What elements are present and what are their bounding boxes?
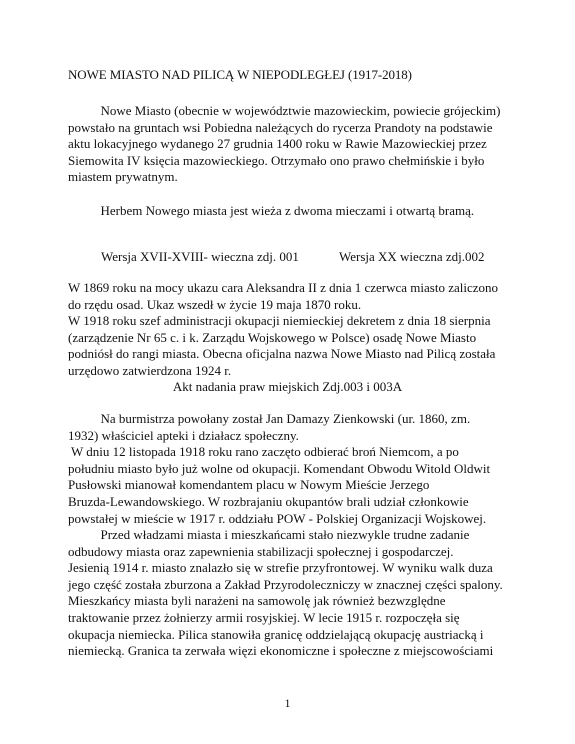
text-line: Jesienią 1914 r. miasto znalazło się w strefie przyfrontowej. W wyniku walk duza xyxy=(68,560,493,576)
text-line: W 1869 roku na mocy ukazu cara Aleksandra II z dnia 1 czerwca miasto zaliczono xyxy=(68,280,499,295)
paragraph-history xyxy=(68,103,508,186)
text-line: urzędowo zatwierdzona 1924 r. xyxy=(68,362,232,378)
text-line: okupacja niemiecka. Pilica stanowiła granicę oddzielającą okupację austriacką i xyxy=(68,626,484,642)
text-line: Siemowita IV księcia mazowieckiego. Otrzymało ono prawo chełmińskie i było xyxy=(68,152,485,168)
text-line: miastem prywatnym. xyxy=(68,169,178,185)
text-line: traktowanie przez żołnierzy armii rosyjskiej. W lecie 1915 r. rozpoczęła się xyxy=(68,609,460,625)
section-subheading: Akt nadania praw miejskich Zdj.003 i 003A xyxy=(172,379,403,394)
text-line: W dniu 12 listopada 1918 roku rano zaczęto odbierać broń Niemcom, a po xyxy=(68,444,459,460)
text-line: podniósł do rangi miasta. Obecna oficjalna nazwa Nowe Miasto nad Pilicą została xyxy=(68,346,496,362)
paragraph-coat-of-arms xyxy=(68,203,508,220)
text-line: południu miasto było już wolne od okupacji. Komendant Obwodu Witold Oldwit xyxy=(68,460,491,476)
text-line: Na burmistrza powołany został Jan Damazy Zienkowski (ur. 1860, zm. xyxy=(68,411,471,426)
page-number: 1 xyxy=(284,696,291,710)
paragraph-town-status xyxy=(68,280,508,380)
document-title: NOWE MIASTO NAD PILICĄ W NIEPODLEGŁEJ (1917-2018) xyxy=(68,67,412,82)
text-line: W 1918 roku szef administracji okupacji niemieckiej dekretem z dnia 18 sierpnia xyxy=(68,313,491,329)
paragraph-reconstruction xyxy=(68,527,508,660)
text-line: Mieszkańcy miasta byli narażeni na samowolę jak również bezwzględne xyxy=(68,593,446,609)
text-line: (zarządzenie Nr 65 c. i k. Zarządu Wojskowego w Polsce) osadę Nowe Miasto xyxy=(68,329,477,345)
text-line: Bruzda-Lewandowskiego. W rozbrajaniu okupantów brali udział członkowie xyxy=(68,493,469,509)
text-line: do rzędu osad. Ukaz wszedł w życie 19 maja 1870 roku. xyxy=(68,296,362,312)
text-line: 1932) właściciel apteki i działacz społeczny. xyxy=(68,427,299,443)
caption-right: Wersja XX wieczna zdj.002 xyxy=(339,249,485,264)
text-line: Przed władzami miasta i mieszkańcami stało niezwykle trudne zadanie xyxy=(68,527,470,542)
text-line: aktu lokacyjnego wydanego 27 grudnia 1400 roku w Rawie Mazowieckiej przez xyxy=(68,136,487,152)
text-line: powstało na gruntach wsi Pobiedna należących do rycerza Prandoty na podstawie xyxy=(68,119,493,135)
text-line: Nowe Miasto (obecnie w województwie mazowieckim, powiecie grójeckim) xyxy=(68,103,501,118)
text-line: odbudowy miasta oraz zapewnienia stabilizacji społecznej i gospodarczej. xyxy=(68,543,454,559)
text-line: Herbem Nowego miasta jest wieża z dwoma mieczami i otwartą bramą. xyxy=(68,203,475,218)
text-line: niemiecką. Granica ta zerwała więzi ekonomiczne i społeczne z miejscowościami xyxy=(68,643,494,659)
text-line: jego część została zburzona a Zakład Przyrodoleczniczy w znacznej części spalony. xyxy=(68,576,503,592)
caption-left: Wersja XVII-XVIII- wieczna zdj. 001 xyxy=(101,249,299,264)
paragraph-mayor xyxy=(68,411,508,527)
text-line: Pusłowski mianował komendantem placu w Nowym Mieście Jerzego xyxy=(68,477,430,493)
text-line: powstałej w mieście w 1917 r. oddziału POW - Polskiej Organizacji Wojskowej. xyxy=(68,510,487,526)
